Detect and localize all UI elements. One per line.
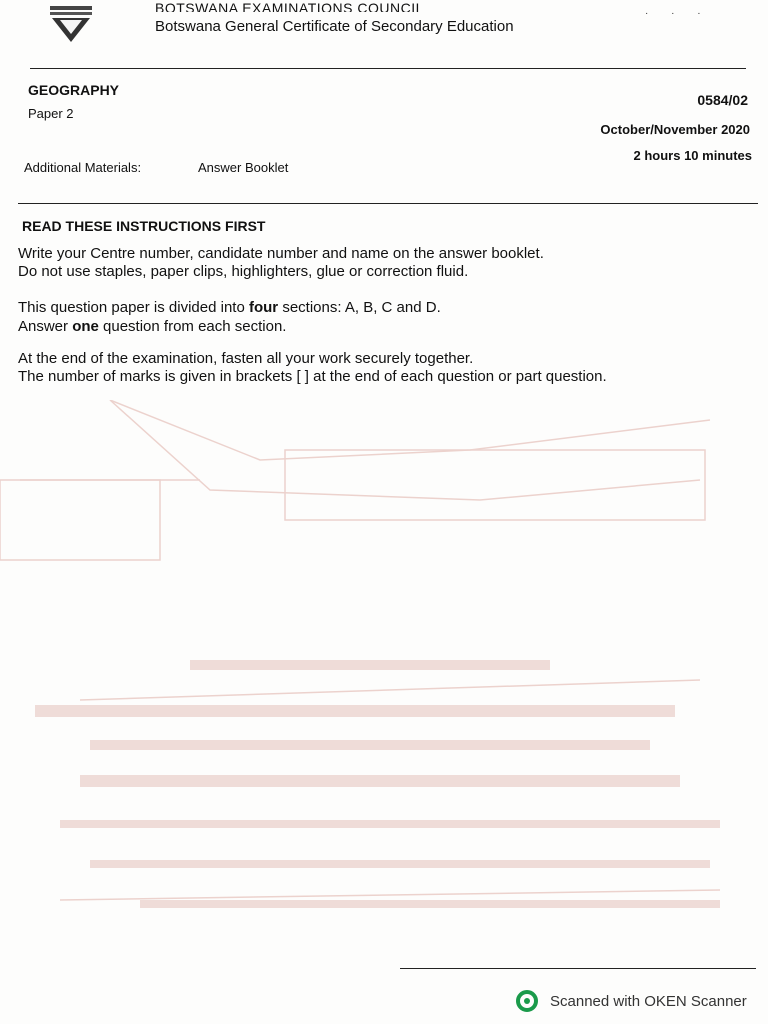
scanner-label: Scanned with OKEN Scanner <box>550 992 747 1010</box>
instruction-answer <box>18 318 286 336</box>
instruction-sections <box>18 299 441 317</box>
syllabus-code: 0584/02 <box>697 92 748 108</box>
exam-session: October/November 2020 <box>600 122 750 137</box>
instruction-emphasis: four <box>248 299 279 316</box>
header-divider <box>30 68 746 69</box>
instructions-title: READ THESE INSTRUCTIONS FIRST <box>22 218 266 234</box>
scanner-watermark <box>516 990 747 1012</box>
scan-specks: · · · <box>645 8 711 19</box>
instruction-text: question from each section. <box>98 318 287 335</box>
instruction-line: At the end of the examination, fasten all your work securely together. <box>18 350 474 367</box>
council-name: BOTSWANA EXAMINATIONS COUNCIL <box>155 2 424 12</box>
instruction-line: The number of marks is given in brackets [ ] at the end of each question or part question. <box>18 368 607 385</box>
instruction-line: Do not use staples, paper clips, highlighters, glue or correction fluid. <box>18 263 469 280</box>
instruction-text: Answer <box>18 318 73 335</box>
show-through-diagram <box>0 400 768 960</box>
additional-materials-value: Answer Booklet <box>198 160 289 175</box>
scanner-logo-icon <box>516 990 542 1012</box>
footer-divider <box>400 968 756 969</box>
council-logo-icon <box>44 2 98 46</box>
instruction-emphasis: one <box>72 318 99 335</box>
certificate-title: Botswana General Certificate of Secondary Education <box>155 18 514 35</box>
additional-materials-label: Additional Materials: <box>24 160 142 175</box>
exam-duration: 2 hours 10 minutes <box>633 148 752 163</box>
subject-title: GEOGRAPHY <box>28 82 120 98</box>
instruction-text: sections: A, B, C and D. <box>278 299 441 316</box>
details-divider <box>18 203 758 204</box>
paper-number: Paper 2 <box>28 106 74 121</box>
instruction-line: Write your Centre number, candidate number and name on the answer booklet. <box>18 245 544 262</box>
instruction-text: This question paper is divided into <box>18 299 249 316</box>
